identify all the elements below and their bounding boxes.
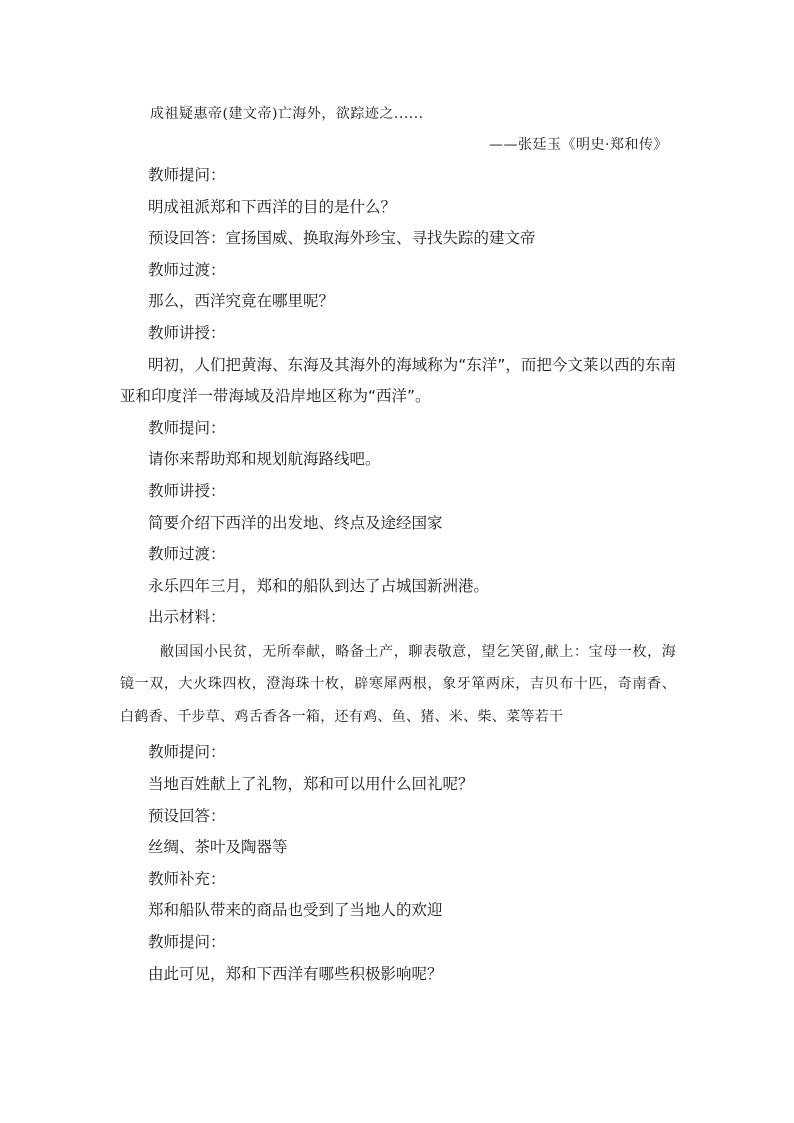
- preset-answer: 预设回答：宣扬国威、换取海外珍宝、寻找失踪的建文帝: [148, 229, 536, 248]
- teacher-transition-label: 教师过渡：: [148, 260, 226, 279]
- quote-source: ——张廷玉《明史·郑和传》: [489, 137, 668, 153]
- preset-answer-label: 预设回答：: [148, 806, 226, 825]
- question-text: 由此可见，郑和下西洋有哪些积极影响呢？: [148, 964, 443, 983]
- teacher-question-label: 教师提问：: [148, 166, 226, 184]
- teacher-explain-label: 教师讲授：: [148, 323, 226, 342]
- teacher-question-label: 教师提问：: [148, 743, 226, 762]
- lesson-body: [120, 160, 676, 990]
- teacher-transition-label: 教师过渡：: [148, 545, 226, 564]
- transition-text: 永乐四年三月，郑和的船队到达了占城国新洲港。: [148, 576, 490, 595]
- question-text: 当地百姓献上了礼物，郑和可以用什么回礼呢？: [148, 775, 474, 793]
- question-text: 那么，西洋究竟在哪里呢？: [148, 292, 335, 311]
- answer-text: 丝绸、茶叶及陶器等: [148, 838, 288, 857]
- explain-paragraph: 明初，人们把黄海、东海及其海外的海域称为“东洋”，而把今文莱以西的东南亚和印度洋一带海域及沿岸地区称为“西洋”。: [120, 355, 676, 406]
- material-paragraph: 敝国国小民贫，无所奉献，略备土产，聊表敬意，望乞笑留,献上：宝母一枚，海镜一双，大火珠四枚，澄海珠十枚，辟寒犀两根，象牙箪两床，吉贝布十匹，奇南香、白鹤香、千步草、鸡舌香各一箱，还有鸡、鱼、猪、米、柴、菜等若干: [120, 643, 676, 725]
- supplement-text: 郑和船队带来的商品也受到了当地人的欢迎: [148, 901, 443, 920]
- explain-text: 简要介绍下西洋的出发地、终点及途经国家: [148, 513, 443, 532]
- teacher-supplement-label: 教师补充：: [148, 869, 226, 888]
- question-text: 请你来帮助郑和规划航海路线吧。: [148, 450, 381, 469]
- question-text: 明成祖派郑和下西洋的目的是什么？: [148, 197, 397, 216]
- teacher-question-label: 教师提问：: [148, 418, 226, 437]
- teacher-question-label: 教师提问：: [148, 932, 226, 951]
- show-material-label: 出示材料：: [148, 608, 226, 627]
- quote-text: 成祖疑惠帝(建文帝)亡海外，欲踪迹之......: [150, 106, 424, 122]
- teacher-explain-label: 教师讲授：: [148, 481, 226, 500]
